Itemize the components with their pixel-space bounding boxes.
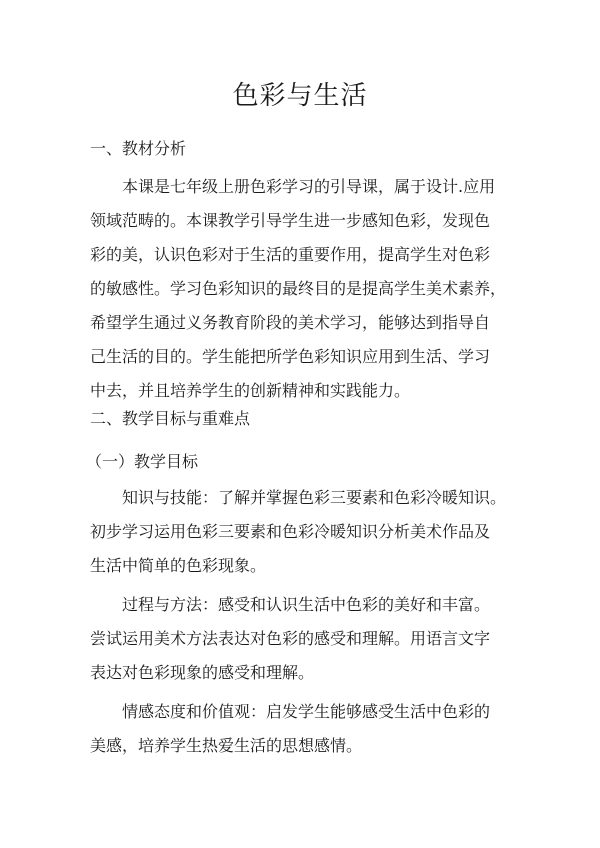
paragraph-line: 彩的美，认识色彩对于生活的重要作用，提高学生对色彩	[90, 245, 491, 264]
page-title: 色彩与生活	[232, 81, 368, 111]
paragraph-line: 美感，培养学生热爱生活的思想感情。	[90, 736, 363, 755]
paragraph-line: 希望学生通过义务教育阶段的美术学习，能够达到指导自	[90, 313, 491, 332]
paragraph-emotion-values	[90, 695, 510, 763]
paragraph-line: 情感态度和价值观：启发学生能够感受生活中色彩的	[122, 702, 491, 721]
section-heading-teaching-goals: 二、教学目标与重难点	[90, 409, 251, 428]
section-heading-textbook-analysis: 一、教材分析	[90, 139, 187, 158]
paragraph-line: 的敏感性。学习色彩知识的最终目的是提高学生美术素养，	[90, 279, 507, 298]
subsection-heading-teaching-objectives: （一）教学目标	[86, 452, 199, 471]
paragraph-line: 本课是七年级上册色彩学习的引导课，属于设计.应用	[122, 177, 496, 196]
paragraph-line: 初步学习运用色彩三要素和色彩冷暖知识分析美术作品及	[90, 522, 491, 541]
paragraph-knowledge-skills	[90, 481, 510, 583]
paragraph-textbook-analysis	[90, 170, 510, 408]
paragraph-line: 知识与技能：了解并掌握色彩三要素和色彩冷暖知识。	[122, 488, 507, 507]
paragraph-process-methods	[90, 588, 510, 690]
paragraph-line: 过程与方法：感受和认识生活中色彩的美好和丰富。	[122, 595, 491, 614]
paragraph-line: 领域范畴的。本课教学引导学生进一步感知色彩，发现色	[90, 211, 491, 230]
paragraph-line: 己生活的目的。学生能把所学色彩知识应用到生活、学习	[90, 347, 491, 366]
paragraph-line: 生活中简单的色彩现象。	[90, 556, 267, 575]
paragraph-line: 表达对色彩现象的感受和理解。	[90, 663, 315, 682]
paragraph-line: 尝试运用美术方法表达对色彩的感受和理解。用语言文字	[90, 629, 491, 648]
paragraph-line: 中去，并且培养学生的创新精神和实践能力。	[90, 381, 411, 400]
